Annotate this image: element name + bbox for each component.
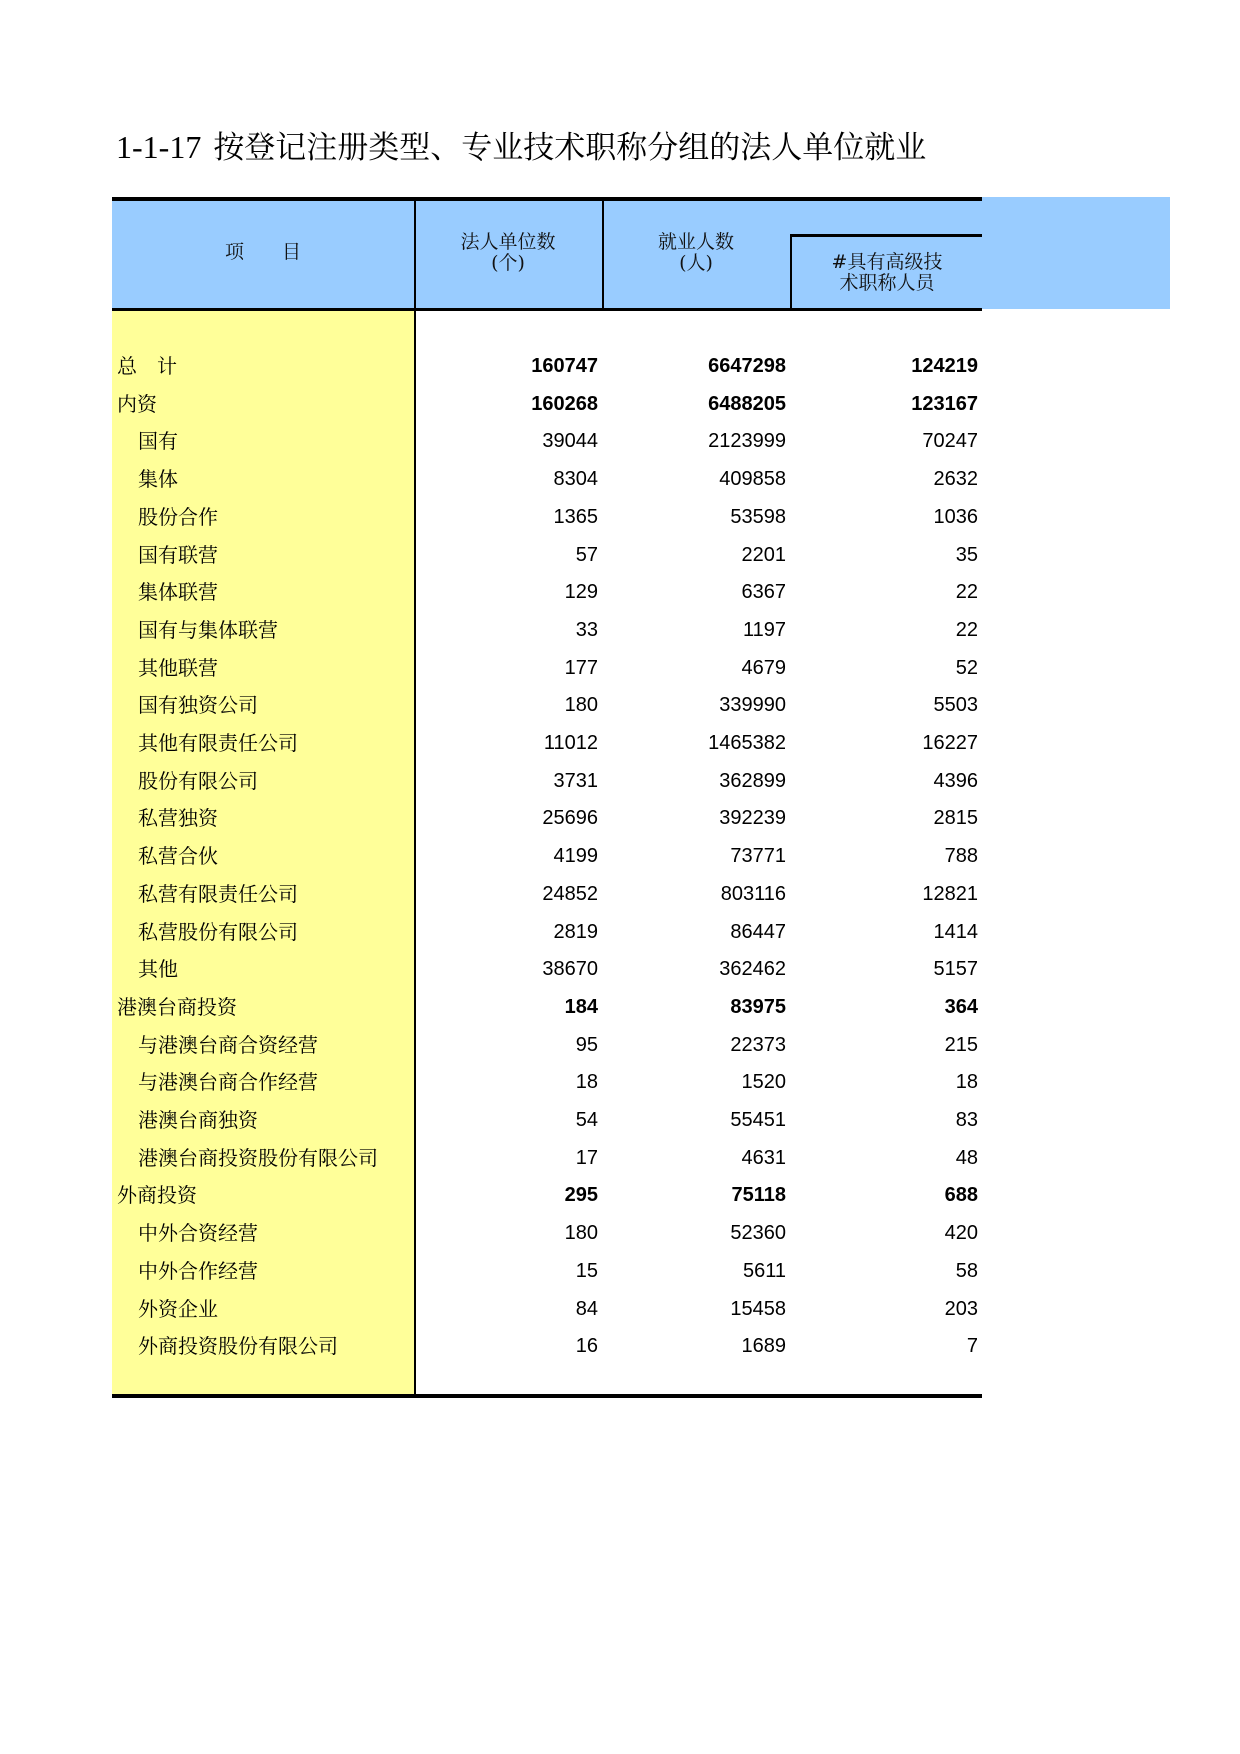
row-label: 集体 (138, 467, 178, 492)
table-row (112, 1328, 982, 1364)
cell-units: 15 (575, 1259, 598, 1282)
header-employed (602, 232, 790, 274)
cell-units: 129 (564, 581, 598, 604)
cell-employed: 73771 (730, 845, 786, 868)
cell-employed: 53598 (730, 505, 786, 528)
header-senior-line1: #具有高级技 (831, 251, 943, 273)
row-label: 港澳台商独资 (138, 1108, 258, 1132)
cell-units: 39044 (542, 430, 598, 453)
table-row (112, 1253, 982, 1289)
header-senior (792, 252, 982, 294)
cell-senior: 16227 (922, 732, 978, 754)
cell-employed: 6647298 (708, 355, 786, 377)
cell-employed: 83975 (730, 995, 786, 1018)
cell-units: 184 (564, 995, 598, 1018)
row-label: 港澳台商投资股份有限公司 (138, 1145, 378, 1170)
table-row (112, 1177, 982, 1213)
cell-employed: 22373 (730, 1033, 786, 1056)
cell-employed: 15458 (730, 1297, 786, 1320)
cell-senior: 2815 (933, 807, 978, 830)
cell-senior: 58 (955, 1259, 978, 1282)
row-label: 外商投资 (117, 1183, 197, 1208)
cell-senior: 364 (944, 995, 978, 1018)
table-row (112, 951, 982, 987)
row-label: 集体联营 (138, 580, 218, 605)
cell-employed: 1197 (742, 618, 786, 641)
cell-employed: 1520 (741, 1071, 786, 1094)
header-employed-line1: 就业人数 (657, 231, 734, 253)
header-employed-line2: (人) (679, 252, 713, 274)
cell-employed: 52360 (730, 1222, 786, 1245)
row-label: 国有独资公司 (138, 693, 258, 718)
header-units-line1: 法人单位数 (460, 231, 556, 253)
table-row (112, 348, 982, 384)
cell-employed: 803116 (720, 882, 786, 905)
header-senior-line2: 术职称人员 (839, 272, 935, 294)
cell-employed: 4679 (741, 656, 786, 679)
cell-units: 177 (564, 656, 598, 679)
table-row (112, 1027, 982, 1063)
cell-units: 95 (575, 1033, 598, 1056)
row-label: 外商投资股份有限公司 (138, 1334, 338, 1359)
cell-employed: 55451 (730, 1109, 786, 1131)
header-bottom-rule (112, 308, 982, 311)
table-row (112, 1064, 982, 1100)
row-label: 国有 (138, 429, 178, 454)
cell-units: 3731 (553, 769, 598, 792)
table-title (116, 122, 982, 167)
row-label: 总 计 (117, 354, 177, 378)
cell-employed: 362462 (719, 958, 786, 981)
cell-units: 160747 (531, 355, 598, 377)
table-row (112, 423, 982, 459)
row-label: 国有联营 (138, 542, 218, 567)
cell-employed: 409858 (719, 468, 786, 491)
row-label: 与港澳台商合作经营 (138, 1070, 318, 1095)
cell-units: 180 (564, 1222, 598, 1245)
cell-senior: 688 (944, 1184, 978, 1207)
cell-senior: 203 (944, 1297, 978, 1320)
cell-senior: 18 (955, 1071, 978, 1094)
table-number: 1-1-17 (116, 129, 202, 165)
cell-units: 84 (575, 1297, 598, 1320)
row-label: 私营股份有限公司 (138, 919, 298, 944)
row-label: 与港澳台商合资经营 (138, 1032, 318, 1057)
cell-units: 57 (575, 543, 598, 566)
cell-units: 11012 (543, 732, 598, 754)
cell-units: 18 (575, 1071, 598, 1094)
cell-senior: 215 (944, 1033, 978, 1056)
cell-employed: 2123999 (708, 430, 786, 453)
cell-units: 1365 (553, 505, 598, 528)
top-rule (112, 197, 982, 201)
row-label: 私营有限责任公司 (138, 881, 298, 906)
cell-senior: 4396 (933, 769, 978, 792)
table-row (112, 612, 982, 648)
header-units (414, 232, 602, 274)
cell-units: 25696 (542, 807, 598, 830)
table-row (112, 1102, 982, 1138)
cell-units: 160268 (531, 392, 598, 415)
header-item: 项 目 (224, 241, 301, 263)
cell-units: 4199 (553, 845, 598, 868)
table-row (112, 876, 982, 912)
table-row (112, 725, 982, 761)
bottom-rule (112, 1394, 982, 1398)
cell-employed: 6367 (741, 581, 786, 604)
cell-units: 180 (564, 694, 598, 717)
cell-units: 295 (564, 1184, 598, 1207)
cell-units: 2819 (553, 920, 598, 943)
table-row (112, 763, 982, 799)
row-label: 其他联营 (138, 655, 218, 680)
table-row (112, 1215, 982, 1251)
row-label: 中外合资经营 (138, 1221, 258, 1246)
cell-senior: 52 (955, 656, 978, 679)
header-units-line2: (个) (491, 252, 525, 274)
cell-senior: 5157 (933, 958, 978, 981)
cell-units: 8304 (553, 468, 598, 491)
cell-units: 38670 (542, 958, 598, 981)
table-row (112, 650, 982, 686)
cell-senior: 48 (955, 1146, 978, 1169)
row-label: 私营独资 (138, 806, 218, 831)
cell-units: 17 (575, 1146, 598, 1169)
cell-employed: 86447 (730, 920, 786, 943)
cell-senior: 1414 (933, 920, 978, 943)
cell-units: 54 (575, 1109, 598, 1131)
cell-employed: 4631 (741, 1146, 786, 1169)
cell-employed: 392239 (719, 807, 786, 830)
table-row (112, 800, 982, 836)
cell-senior: 12821 (922, 882, 978, 905)
cell-employed: 339990 (719, 694, 786, 717)
row-label: 中外合作经营 (138, 1258, 258, 1283)
cell-senior: 70247 (922, 430, 978, 453)
cell-senior: 5503 (933, 694, 978, 717)
table-row (112, 574, 982, 610)
table-row (112, 989, 982, 1025)
cell-senior: 788 (944, 845, 978, 868)
row-label: 股份合作 (138, 504, 218, 529)
row-label: 内资 (117, 391, 157, 416)
row-label: 国有与集体联营 (138, 617, 278, 642)
cell-employed: 2201 (741, 543, 786, 566)
cell-employed: 5611 (742, 1259, 786, 1282)
cell-employed: 1689 (741, 1335, 786, 1358)
cell-employed: 6488205 (708, 392, 786, 415)
subheader-rule (790, 234, 982, 237)
table-row (112, 1140, 982, 1176)
table-row (112, 537, 982, 573)
table-row (112, 914, 982, 950)
row-label: 私营合伙 (138, 844, 218, 869)
table-row (112, 499, 982, 535)
table-row (112, 461, 982, 497)
cell-senior: 124219 (911, 355, 978, 377)
table-row (112, 386, 982, 422)
cell-senior: 123167 (911, 392, 978, 415)
cell-senior: 22 (955, 581, 978, 604)
row-label: 其他 (138, 957, 178, 982)
cell-employed: 362899 (719, 769, 786, 792)
cell-senior: 7 (966, 1335, 978, 1358)
table-row (112, 1291, 982, 1327)
row-label: 港澳台商投资 (117, 994, 237, 1019)
cell-senior: 2632 (933, 468, 978, 491)
cell-units: 24852 (542, 882, 598, 905)
cell-senior: 420 (944, 1222, 978, 1245)
row-label: 其他有限责任公司 (138, 731, 298, 755)
cell-senior: 22 (955, 618, 978, 641)
table-row (112, 838, 982, 874)
cell-employed: 75118 (731, 1184, 786, 1207)
cell-senior: 35 (955, 543, 978, 566)
cell-units: 33 (575, 618, 598, 641)
cell-employed: 1465382 (708, 732, 786, 754)
row-label: 股份有限公司 (138, 768, 258, 793)
table-title-text: 按登记注册类型、专业技术职称分组的法人单位就业 (213, 130, 927, 166)
cell-units: 16 (575, 1335, 598, 1358)
table-row (112, 687, 982, 723)
cell-senior: 83 (955, 1109, 978, 1131)
cell-senior: 1036 (933, 505, 978, 528)
row-label: 外资企业 (138, 1296, 218, 1321)
